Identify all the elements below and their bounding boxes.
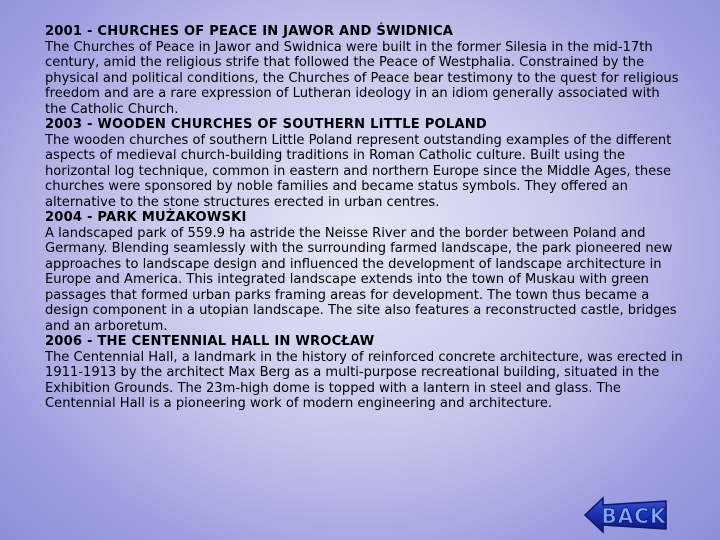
section-body-wooden-churches: The wooden churches of southern Little Poland represent outstanding examples of the different aspects of medieval church-building traditions in Roman Catholic culture. Built using the horizontal log technique, common in eastern and northern Europe since the Middle Ages, these churches were sponsored by noble families and became status symbols. They offered an alternative to the stone structures erected in urban centres. [45,132,672,210]
back-button[interactable] [583,495,668,535]
back-button-label: BACK [601,504,667,528]
back-arrow-icon [583,495,668,535]
section-heading-churches-of-peace: 2001 - CHURCHES OF PEACE IN JAWOR AND ŚWIDNICA [45,24,454,39]
section-body-park-muzakowski: A landscaped park of 559.9 ha astride the Neisse River and the border between Poland and Germany. Blending seamlessly with the surrounding farmed landscape, the park pioneered new approaches to landscape design and influenced the development of landscape architecture in Europe and America. This integrated landscape extends into the town of Muskau with green passages that formed urban parks framing areas for development. The town thus became a design component in a utopian landscape. The site also features a reconstructed castle, bridges and an arboretum. [45,225,677,334]
section-heading-centennial-hall: 2006 - THE CENTENNIAL HALL IN WROCŁAW [45,334,375,349]
document-body [45,24,685,412]
section-heading-park-muzakowski: 2004 - PARK MUŻAKOWSKI [45,210,247,225]
section-body-churches-of-peace: The Churches of Peace in Jawor and Swidnica were built in the former Silesia in the mid-17th century, amid the religious strife that followed the Peace of Westphalia. Constrained by the physical and political conditions, the Churches of Peace bear testimony to the quest for religious freedom and are a rare expression of Lutheran ideology in an idiom generally associated with the Catholic Church. [45,39,679,117]
section-body-centennial-hall: The Centennial Hall, a landmark in the history of reinforced concrete architecture, was erected in 1911-1913 by the architect Max Berg as a multi-purpose recreational building, situated in the Exhibition Grounds. The 23m-high dome is topped with a lantern in steel and glass. The Centennial Hall is a pioneering work of modern engineering and architecture. [45,349,683,411]
section-heading-wooden-churches: 2003 - WOODEN CHURCHES OF SOUTHERN LITTLE POLAND [45,117,487,132]
